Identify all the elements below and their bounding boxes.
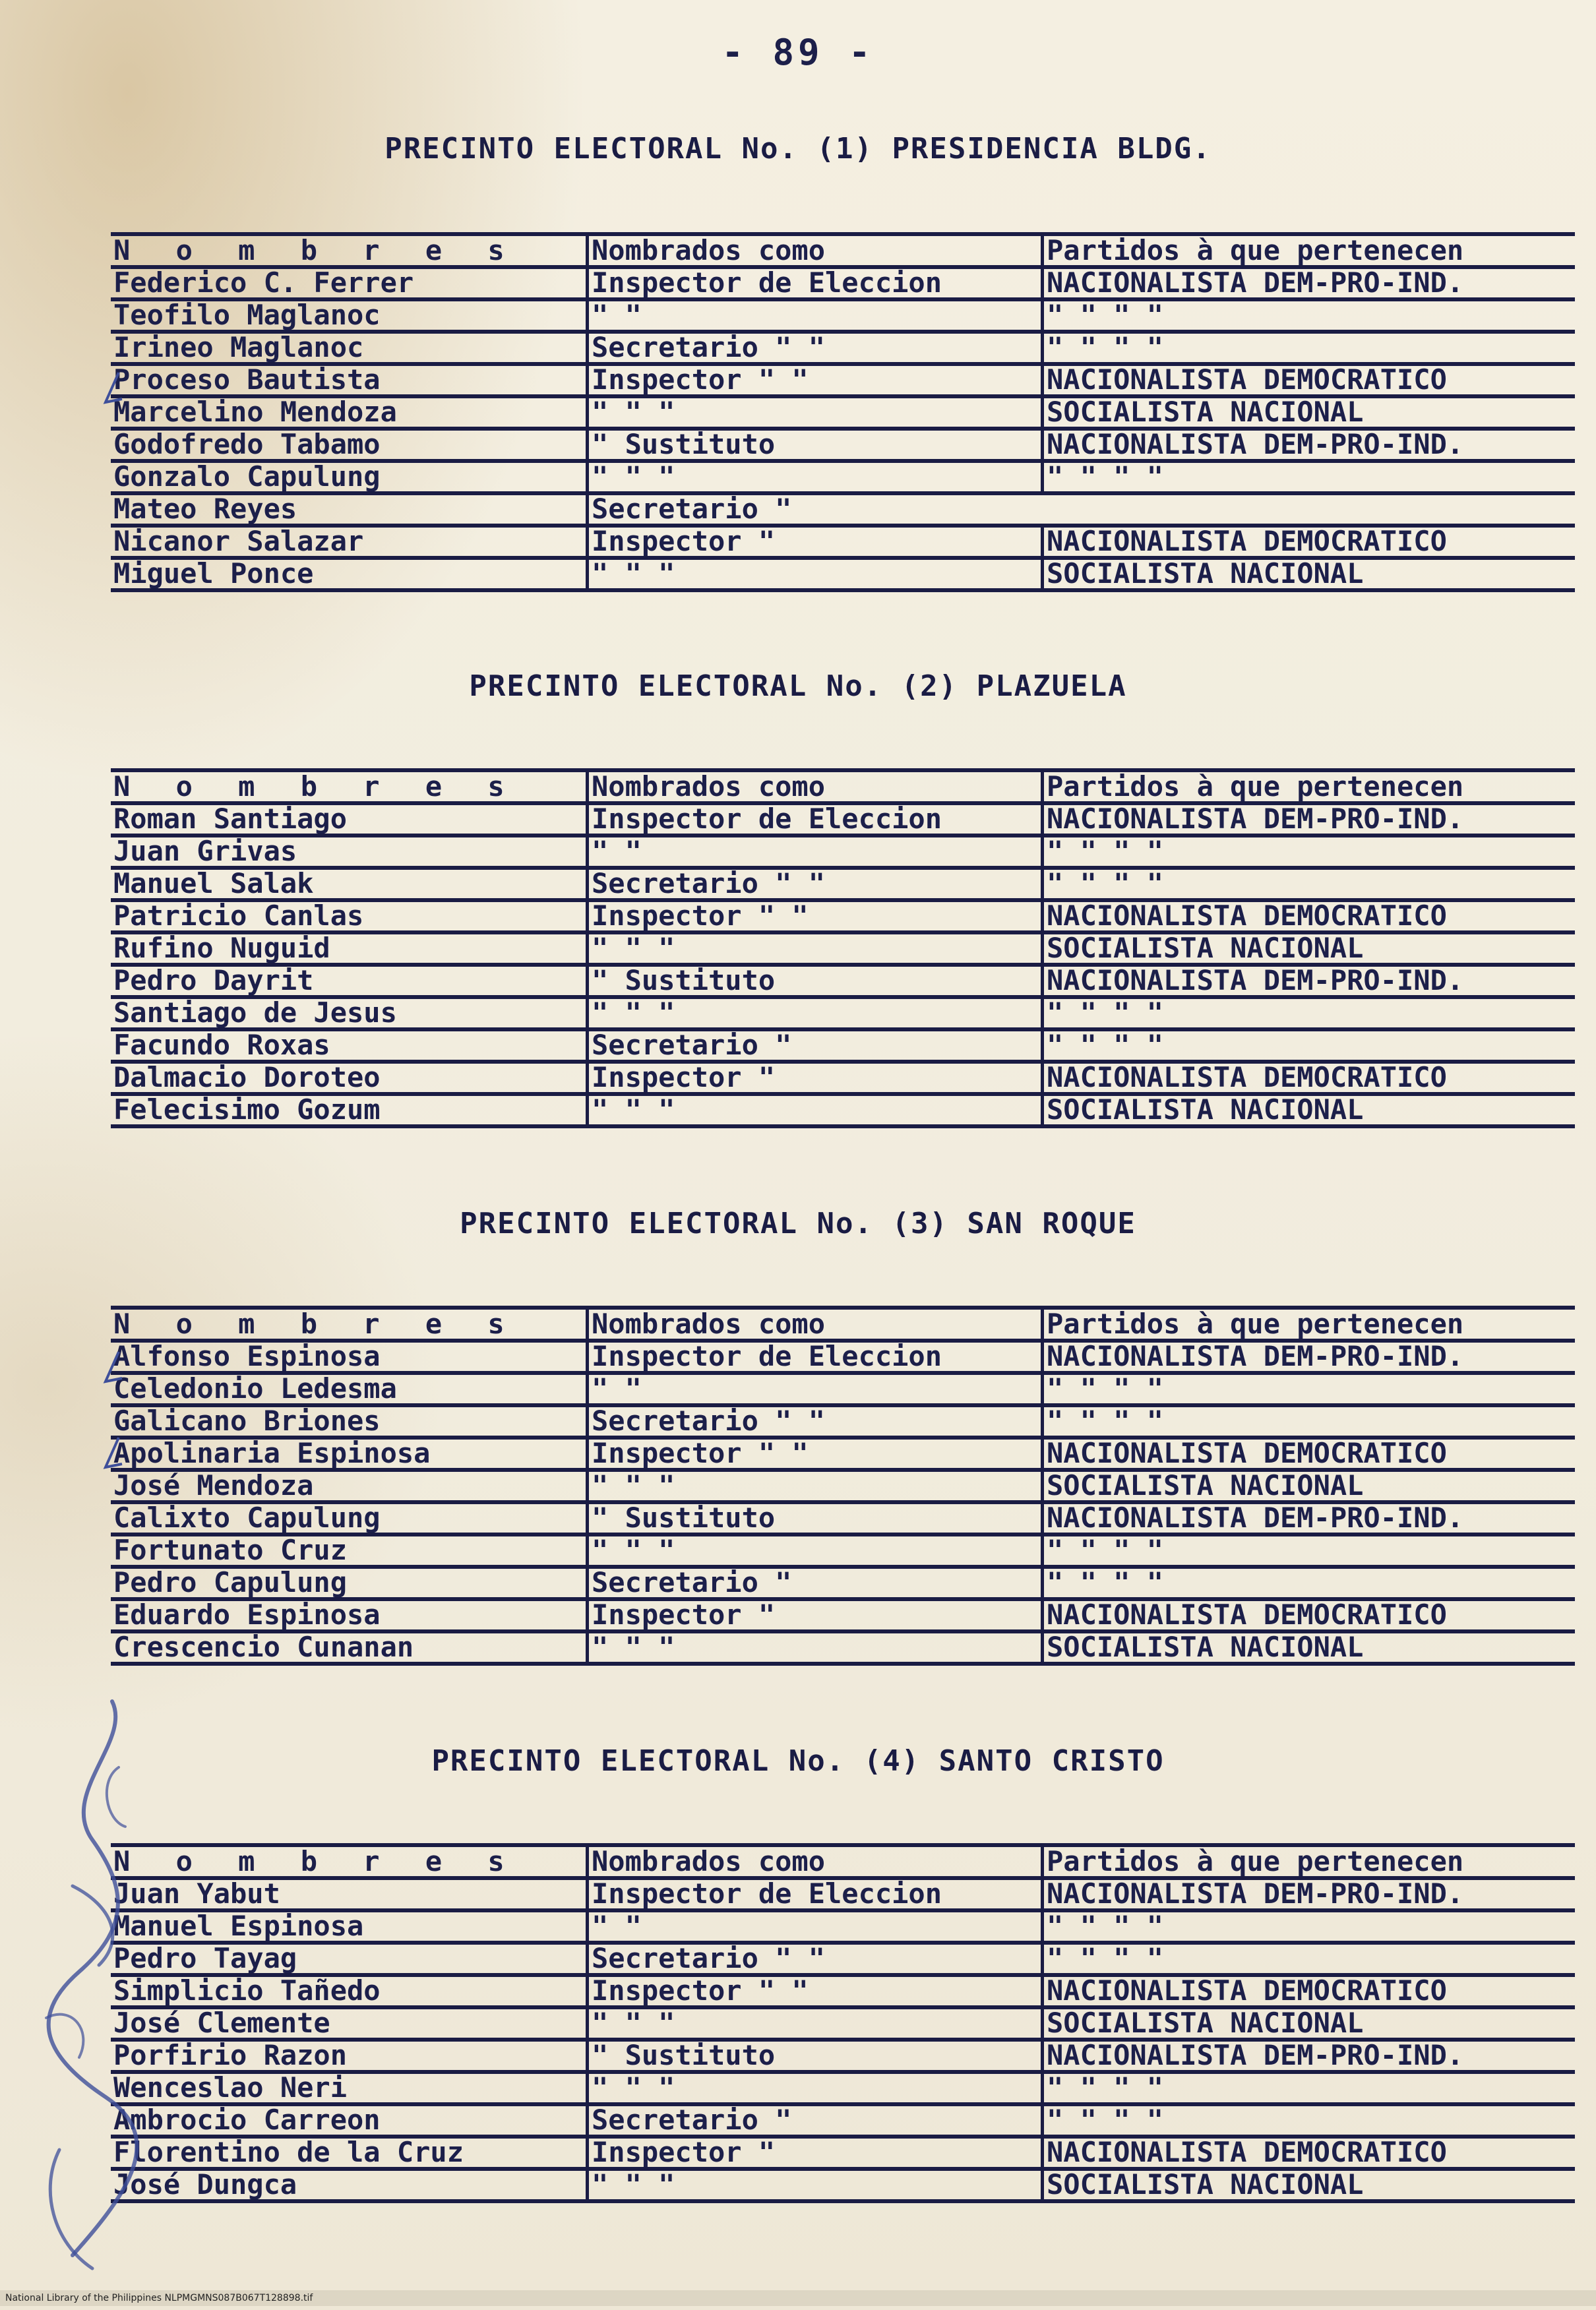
member-name: Eduardo Espinosa [113,1600,381,1629]
party-affiliation: NACIONALISTA DEM-PRO-IND. [1041,430,1575,459]
appointed-role: " " " [586,1095,1041,1124]
party-affiliation: SOCIALISTA NACIONAL [1041,934,1575,963]
party-affiliation: " " " " [1041,1031,1575,1060]
party-affiliation: NACIONALISTA DEM-PRO-IND. [1041,805,1575,834]
member-name: Manuel Espinosa [113,1912,364,1941]
appointed-role: " " " [586,559,1041,588]
member-name: Dalmacio Doroteo [113,1063,381,1092]
table-row [111,2074,1575,2106]
appointed-role: " " " [586,934,1041,963]
appointed-role: Secretario " [586,1031,1041,1060]
member-name: José Dungca [113,2170,297,2199]
section-title-precinct-2: PRECINTO ELECTORAL No. (2) PLAZUELA [469,669,1127,703]
column-header-party: Partidos à que pertenecen [1041,236,1575,265]
table-row [111,1096,1575,1128]
table-row [111,1375,1575,1407]
table-row [111,1912,1575,1945]
table-row [111,1343,1575,1375]
party-affiliation: SOCIALISTA NACIONAL [1041,1471,1575,1500]
column-header-appointed: Nombrados como [586,1310,1041,1339]
member-name: Fortunato Cruz [113,1536,348,1565]
party-affiliation: " " " " [1041,1912,1575,1941]
member-name: Pedro Capulung [113,1568,348,1597]
appointed-role: " " " [586,1633,1041,1662]
party-affiliation: SOCIALISTA NACIONAL [1041,1633,1575,1662]
party-affiliation: NACIONALISTA DEMOCRATICO [1041,1063,1575,1092]
table-row [111,1569,1575,1601]
appointed-role: Inspector " [586,2138,1041,2167]
margin-check-mark [99,369,125,409]
party-affiliation: NACIONALISTA DEM-PRO-IND. [1041,1504,1575,1533]
party-affiliation: SOCIALISTA NACIONAL [1041,559,1575,588]
table-row [111,2042,1575,2074]
party-affiliation: " " " " [1041,462,1575,491]
party-affiliation: NACIONALISTA DEM-PRO-IND. [1041,1342,1575,1371]
appointed-role: " Sustituto [586,1504,1041,1533]
appointed-role: " " " [586,2170,1041,2199]
party-affiliation: " " " " [1041,1944,1575,1973]
precinct-1-table [111,232,1575,592]
member-name: Pedro Dayrit [113,966,314,995]
member-name: Porfirio Razon [113,2041,348,2070]
party-affiliation: " " " " [1041,837,1575,866]
appointed-role: " " " [586,1536,1041,1565]
appointed-role: " " [586,1374,1041,1403]
table-row [111,1472,1575,1504]
table-row [111,334,1575,366]
party-affiliation: NACIONALISTA DEMOCRATICO [1041,2138,1575,2167]
appointed-role: Secretario " [586,1568,1041,1597]
party-affiliation: SOCIALISTA NACIONAL [1041,398,1575,427]
section-title-precinct-1: PRECINTO ELECTORAL No. (1) PRESIDENCIA BLDG. [384,132,1212,166]
appointed-role: Inspector " " [586,1976,1041,2005]
member-name: Proceso Bautista [113,365,381,394]
table-row [111,1977,1575,2009]
appointed-role: Secretario " " [586,1407,1041,1436]
party-affiliation: NACIONALISTA DEMOCRATICO [1041,1600,1575,1629]
table-row [111,463,1575,495]
table-row [111,398,1575,431]
party-affiliation: " " " " [1041,1568,1575,1597]
member-name: Gonzalo Capulung [113,462,381,491]
column-header-party: Partidos à que pertenecen [1041,1847,1575,1876]
column-header-appointed: Nombrados como [586,772,1041,801]
section-title-precinct-3: PRECINTO ELECTORAL No. (3) SAN ROQUE [460,1207,1136,1240]
party-affiliation: NACIONALISTA DEM-PRO-IND. [1041,1879,1575,1908]
member-name: Crescencio Cunanan [113,1633,414,1662]
table-row [111,1880,1575,1912]
appointed-role: Inspector " " [586,1439,1041,1468]
party-affiliation: NACIONALISTA DEMOCRATICO [1041,365,1575,394]
member-name: Celedonio Ledesma [113,1374,397,1403]
party-affiliation: NACIONALISTA DEMOCRATICO [1041,527,1575,556]
member-name: José Clemente [113,2009,330,2038]
table-row [111,1536,1575,1569]
party-affiliation: " " " " [1041,301,1575,330]
table-header-row [111,236,1575,269]
appointed-role: Inspector " " [586,901,1041,930]
member-name: José Mendoza [113,1471,314,1500]
party-affiliation: " " " " [1041,1374,1575,1403]
table-header-row [111,1847,1575,1880]
column-header-appointed: Nombrados como [586,1847,1041,1876]
party-affiliation: NACIONALISTA DEMOCRATICO [1041,901,1575,930]
member-name: Pedro Tayag [113,1944,297,1973]
appointed-role: " Sustituto [586,2041,1041,2070]
margin-check-mark [99,1434,125,1474]
member-name: Simplicio Tañedo [113,1976,381,2005]
appointed-role: " " " [586,2073,1041,2102]
member-name: Federico C. Ferrer [113,268,414,297]
party-affiliation: NACIONALISTA DEM-PRO-IND. [1041,966,1575,995]
column-header-names: N o m b r e s [113,772,519,801]
table-row [111,1945,1575,1977]
member-name: Santiago de Jesus [113,998,397,1027]
column-header-names: N o m b r e s [113,1847,519,1876]
table-row [111,1504,1575,1536]
margin-check-mark [99,1349,125,1388]
member-name: Calixto Capulung [113,1504,381,1533]
appointed-role: Secretario " [586,495,1041,524]
appointed-role: " Sustituto [586,966,1041,995]
table-header-row [111,1310,1575,1343]
table-row [111,902,1575,934]
member-name: Marcelino Mendoza [113,398,397,427]
table-row [111,2106,1575,2139]
table-row [111,837,1575,870]
column-header-party: Partidos à que pertenecen [1041,772,1575,801]
appointed-role: Inspector " " [586,365,1041,394]
member-name: Mateo Reyes [113,495,297,524]
member-name: Godofredo Tabamo [113,430,381,459]
appointed-role: " " [586,1912,1041,1941]
party-affiliation: NACIONALISTA DEMOCRATICO [1041,1439,1575,1468]
party-affiliation: SOCIALISTA NACIONAL [1041,2170,1575,2199]
table-row [111,870,1575,902]
party-affiliation: " " " " [1041,2106,1575,2135]
party-affiliation: " " " " [1041,1407,1575,1436]
appointed-role: Inspector de Eleccion [586,1879,1041,1908]
appointed-role: Secretario " " [586,869,1041,898]
table-row [111,2171,1575,2203]
member-name: Apolinaria Espinosa [113,1439,431,1468]
table-row [111,528,1575,560]
appointed-role: " " " [586,998,1041,1027]
section-title-precinct-4: PRECINTO ELECTORAL No. (4) SANTO CRISTO [431,1744,1165,1778]
table-row [111,366,1575,398]
appointed-role: Inspector de Eleccion [586,805,1041,834]
table-row [111,1601,1575,1633]
member-name: Roman Santiago [113,805,348,834]
appointed-role: " " " [586,1471,1041,1500]
member-name: Galicano Briones [113,1407,381,1436]
column-header-names: N o m b r e s [113,236,519,265]
appointed-role: Inspector " [586,527,1041,556]
precinct-2-table [111,768,1575,1128]
table-row [111,1064,1575,1096]
column-header-appointed: Nombrados como [586,236,1041,265]
table-row [111,2009,1575,2042]
party-affiliation: " " " " [1041,998,1575,1027]
party-affiliation: NACIONALISTA DEMOCRATICO [1041,1976,1575,2005]
member-name: Rufino Nuguid [113,934,330,963]
party-affiliation: " " " " [1041,333,1575,362]
party-affiliation: " " " " [1041,869,1575,898]
member-name: Manuel Salak [113,869,314,898]
column-header-names: N o m b r e s [113,1310,519,1339]
table-row [111,1031,1575,1064]
appointed-role: Inspector de Eleccion [586,1342,1041,1371]
member-name: Teofilo Maglanoc [113,301,381,330]
party-affiliation: NACIONALISTA DEM-PRO-IND. [1041,2041,1575,2070]
table-row [111,495,1575,528]
page-number: - 89 - [721,32,875,73]
table-row [111,1633,1575,1666]
member-name: Irineo Maglanoc [113,333,364,362]
table-row [111,1440,1575,1472]
table-header-row [111,772,1575,805]
appointed-role: " " [586,301,1041,330]
appointed-role: " " " [586,2009,1041,2038]
appointed-role: Secretario " " [586,1944,1041,1973]
member-name: Florentino de la Cruz [113,2138,464,2167]
appointed-role: " Sustituto [586,430,1041,459]
table-row [111,934,1575,967]
appointed-role: Secretario " [586,2106,1041,2135]
party-affiliation: " " " " [1041,2073,1575,2102]
party-affiliation: SOCIALISTA NACIONAL [1041,1095,1575,1124]
member-name: Felecisimo Gozum [113,1095,381,1124]
table-row [111,2139,1575,2171]
member-name: Alfonso Espinosa [113,1342,381,1371]
party-affiliation: NACIONALISTA DEM-PRO-IND. [1041,268,1575,297]
member-name: Patricio Canlas [113,901,364,930]
table-row [111,805,1575,837]
table-row [111,999,1575,1031]
precinct-3-table [111,1306,1575,1666]
member-name: Miguel Ponce [113,559,314,588]
member-name: Juan Grivas [113,837,297,866]
appointed-role: Inspector " [586,1063,1041,1092]
appointed-role: " " [586,837,1041,866]
table-row [111,1407,1575,1440]
appointed-role: " " " [586,462,1041,491]
member-name: Facundo Roxas [113,1031,330,1060]
table-row [111,967,1575,999]
table-row [111,269,1575,301]
member-name: Nicanor Salazar [113,527,364,556]
party-affiliation: " " " " [1041,1536,1575,1565]
appointed-role: Inspector " [586,1600,1041,1629]
appointed-role: " " " [586,398,1041,427]
handwritten-signature [33,1688,145,2282]
member-name: Ambrocio Carreon [113,2106,381,2135]
table-row [111,560,1575,592]
precinct-4-table [111,1843,1575,2203]
table-row [111,301,1575,334]
member-name: Juan Yabut [113,1879,280,1908]
party-affiliation: SOCIALISTA NACIONAL [1041,2009,1575,2038]
appointed-role: Inspector de Eleccion [586,268,1041,297]
table-row [111,431,1575,463]
column-header-party: Partidos à que pertenecen [1041,1310,1575,1339]
appointed-role: Secretario " " [586,333,1041,362]
member-name: Wenceslao Neri [113,2073,348,2102]
archive-footer: National Library of the Philippines NLPMGMNS087B067T128898.tif [0,2290,1596,2306]
